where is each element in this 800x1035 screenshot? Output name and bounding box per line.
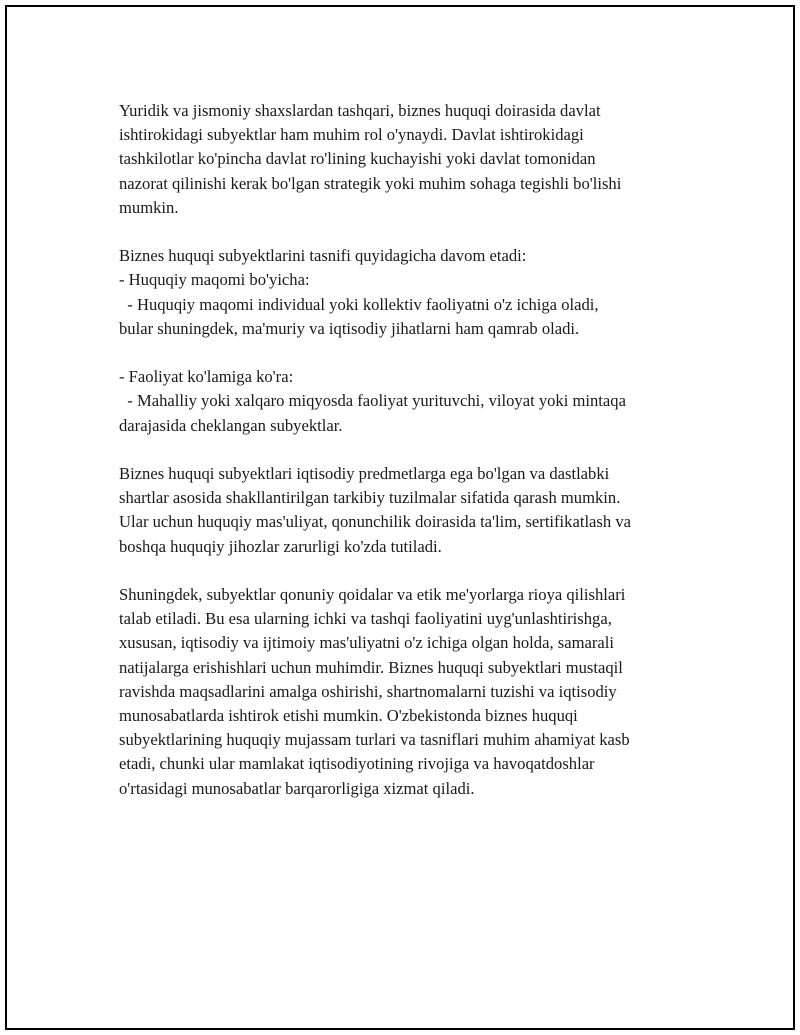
- page-frame: [5, 5, 795, 1030]
- paragraph-structural-formations: Biznes huquqi subyektlari iqtisodiy predmetlarga ega bo'lgan va dastlabki shartlar asosida shakllantirilgan tarkibiy tuzilmalar sifatida qarash mumkin. Ular uchun huquqiy mas'uliyat, qonunchilik doirasida ta'lim, sertifikatlash va boshqa huquqiy jihozlar zarurligi ko'zda tutiladi.: [119, 464, 631, 556]
- paragraph-classification-scope: - Faoliyat ko'lamiga ko'ra: - Mahalliy yoki xalqaro miqyosda faoliyat yurituvchi, viloyat yoki mintaqa darajasida cheklangan subyektlar.: [119, 367, 626, 435]
- paragraph-state-entities: Yuridik va jismoniy shaxslardan tashqari, biznes huquqi doirasida davlat ishtirokidagi subyektlar ham muhim rol o'ynaydi. Davlat ishtirokidagi tashkilotlar ko'pincha davlat ro'lining kuchayishi yoki davlat tomonidan nazorat qilinishi kerak bo'lgan strategik yoki muhim sohaga tegishli bo'lishi mumkin.: [119, 101, 622, 217]
- paragraph-compliance: Shuningdek, subyektlar qonuniy qoidalar va etik me'yorlarga rioya qilishlari talab etiladi. Bu esa ularning ichki va tashqi faoliyatini uyg'unlashtirishga, xususan, iqtisodiy va ijtimoiy mas'uliyatni o'z ichiga olgan holda, samarali natijalarga erishishlari uchun muhimdir. Biznes huquqi subyektlari mustaqil ravishda maqsadlarini amalga oshirishi, shartnomalarni tuzishi va iqtisodiy munosabatlarda ishtirok etishi mumkin. O'zbekistonda biznes huquqi subyektlarining huquqiy mujassam turlari va tasniflari muhim ahamiyat kasb etadi, chunki ular mamlakat iqtisodiyotining rivojiga va havoqatdoshlar o'rtasidagi munosabatlar barqarorligiga xizmat qiladi.: [119, 585, 630, 798]
- document-body: [119, 99, 719, 801]
- paragraph-classification-legal-status: Biznes huquqi subyektlarini tasnifi quyidagicha davom etadi: - Huquqiy maqomi bo'yicha: - Huquqiy maqomi individual yoki kollektiv faoliyatni o'z ichiga oladi, bular shuningdek, ma'muriy va iqtisodiy jihatlarni ham qamrab oladi.: [119, 246, 599, 338]
